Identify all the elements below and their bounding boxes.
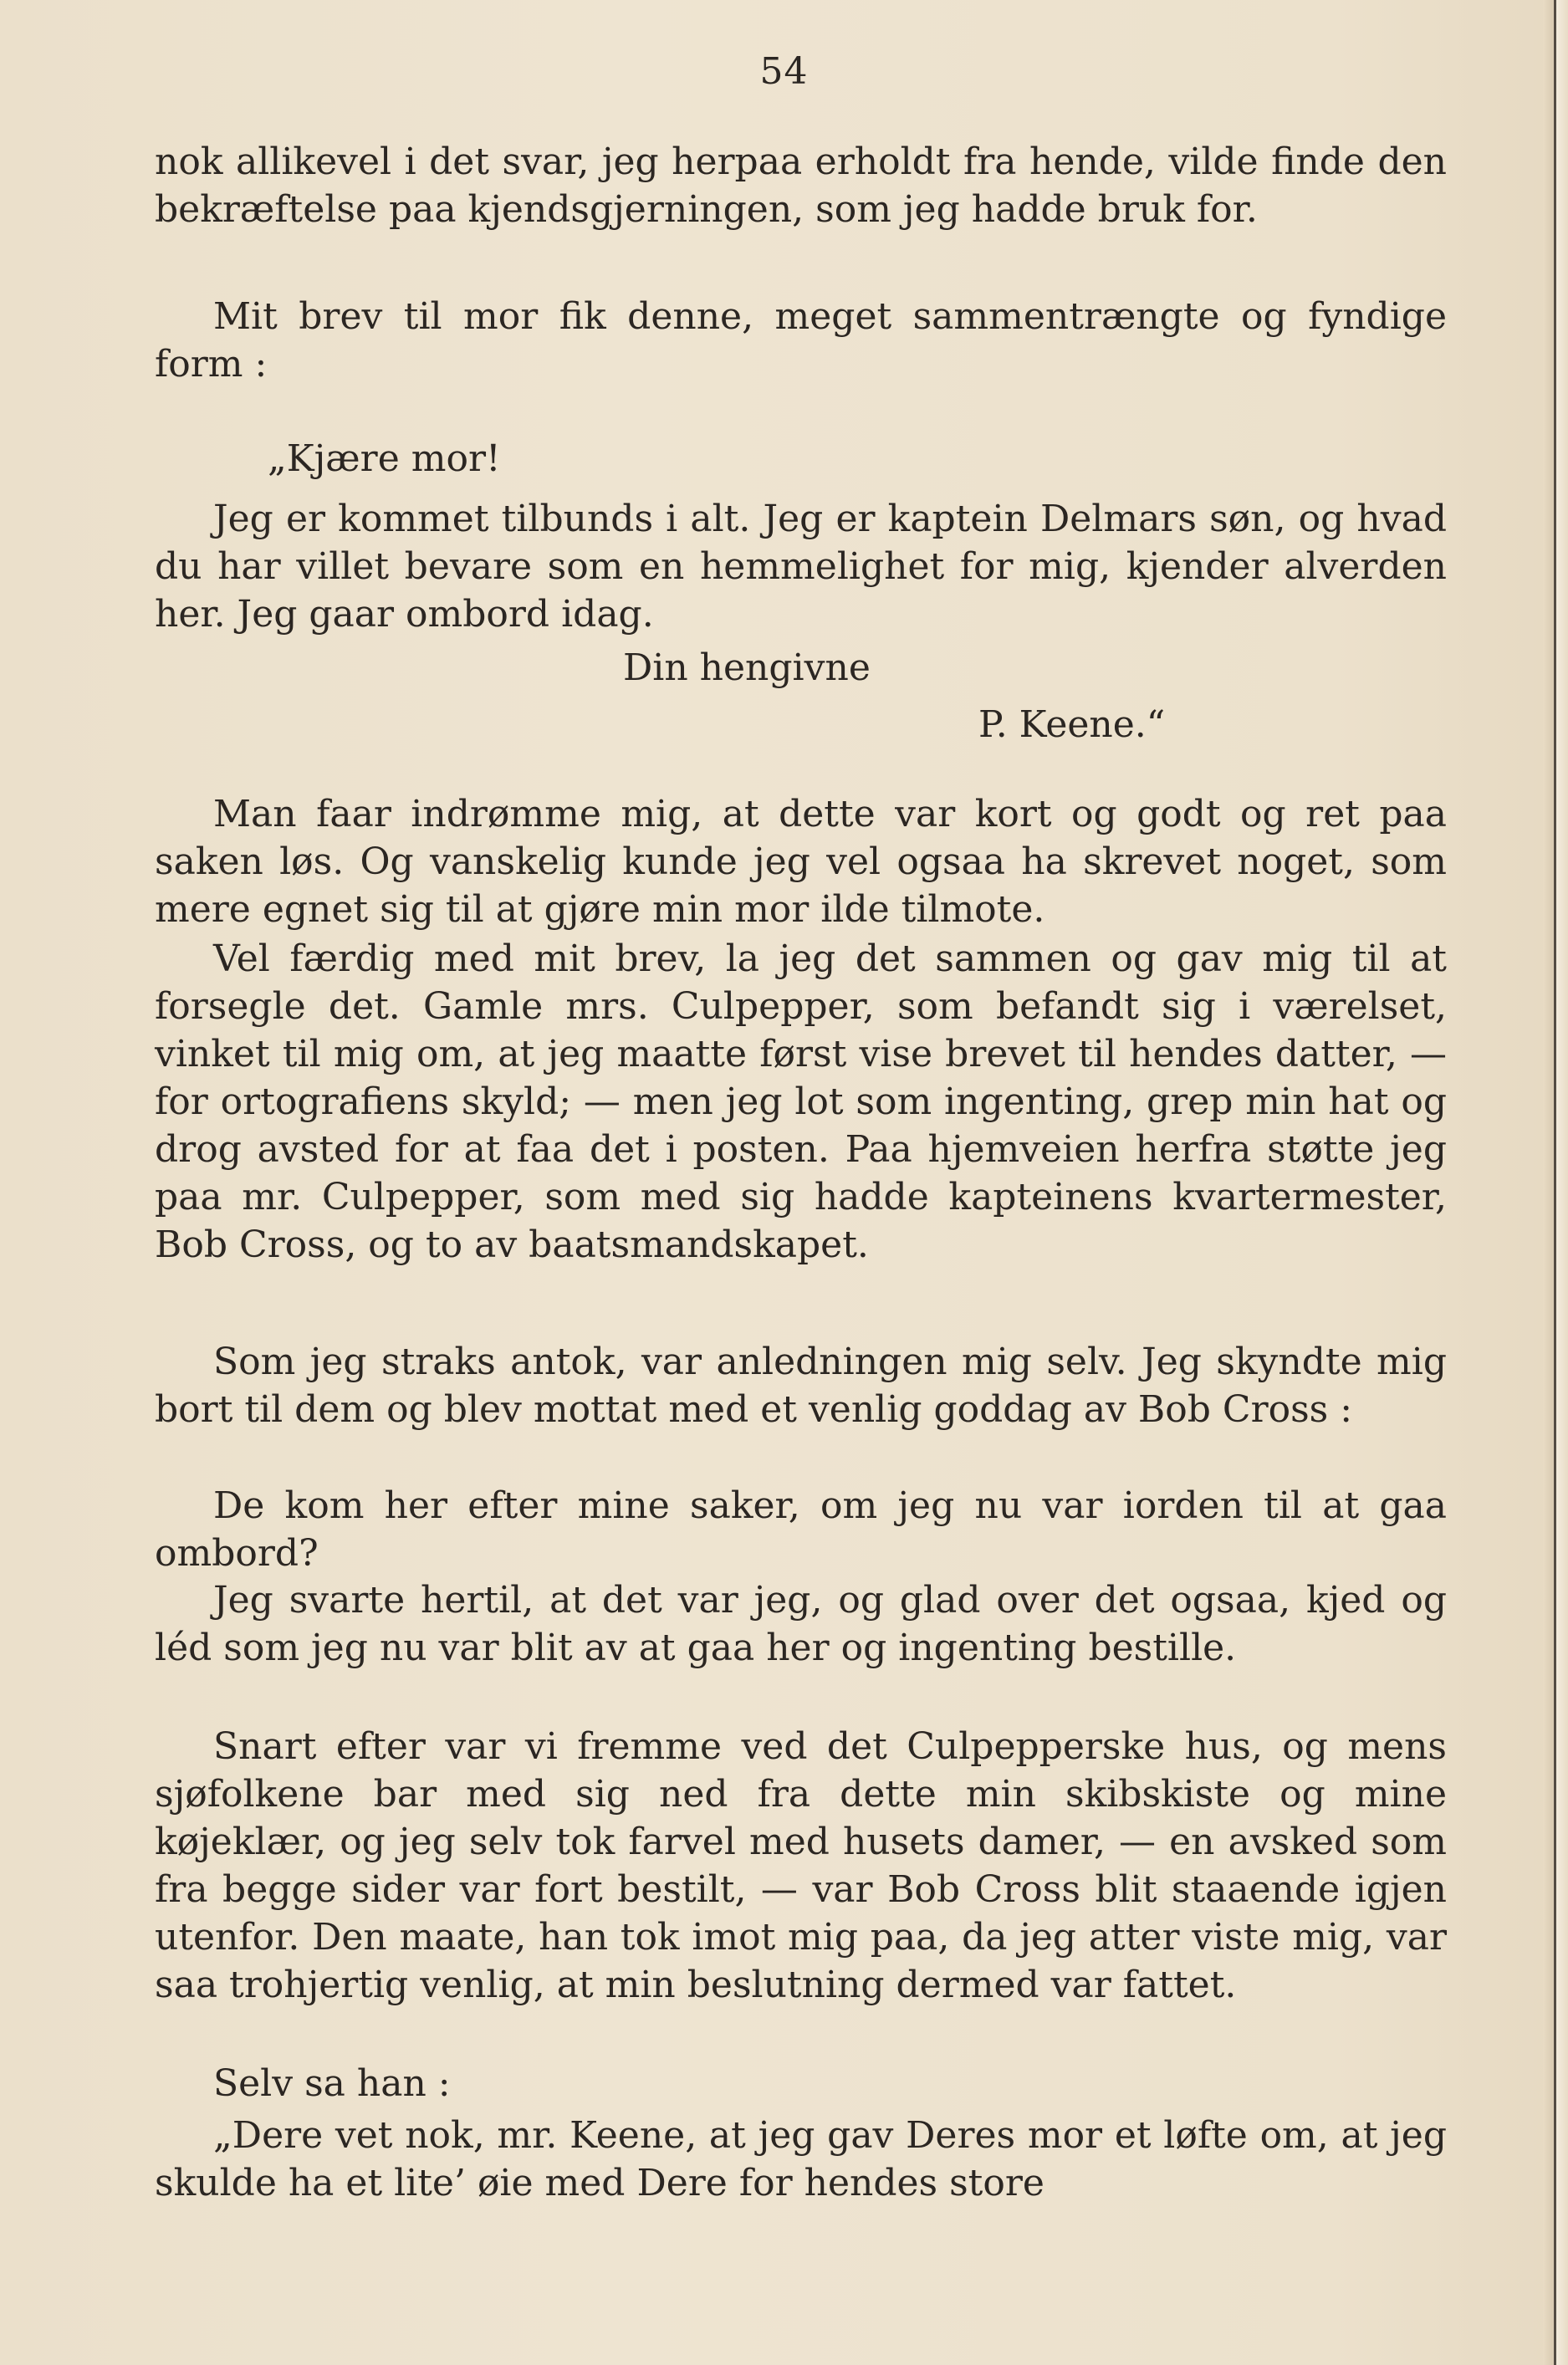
paragraph-5: Som jeg straks antok, var anledningen mig selv. Jeg skyndte mig bort til dem og blev mottat med et venlig goddag av Bob Cross :	[155, 1341, 1447, 1431]
letter-closing: Din hengivne	[623, 646, 871, 689]
paragraph-7: Jeg svarte hertil, at det var jeg, og glad over det ogsaa, kjed og léd som jeg nu var blit av at gaa her og ingenting bestille.	[155, 1579, 1447, 1669]
page-number: 54	[759, 50, 809, 93]
paragraph-9: Selv sa han :	[213, 2062, 451, 2105]
paragraph-6: De kom her efter mine saker, om jeg nu var iorden til at gaa ombord?	[155, 1484, 1447, 1575]
paragraph-10: „Dere vet nok, mr. Keene, at jeg gav Deres mor et løfte om, at jeg skulde ha et lite’ øie med Dere for hendes store	[155, 2114, 1447, 2204]
paragraph-4: Vel færdig med mit brev, la jeg det sammen og gav mig til at forsegle det. Gamle mrs. Culpepper, som befandt sig i værelset, vinket til mig om, at jeg maatte først vise brevet til hendes datter, — for ortografiens skyld; — men jeg lot som ingenting, grep min hat og drog avsted for at faa det i posten. Paa hjemveien herfra støtte jeg paa mr. Culpepper, som med sig hadde kapteinens kvartermester, Bob Cross, og to av baatsmandskapet.	[155, 937, 1447, 1266]
letter-body: Jeg er kommet tilbunds i alt. Jeg er kaptein Delmars søn, og hvad du har villet bevare som en hemmelighet for mig, kjender alverden her. Jeg gaar ombord idag.	[155, 498, 1447, 636]
paragraph-3: Man faar indrømme mig, at dette var kort og godt og ret paa saken løs. Og vanskelig kunde jeg vel ogsaa ha skrevet noget, som mere egnet sig til at gjøre min mor ilde tilmote.	[155, 793, 1447, 931]
paragraph-8: Snart efter var vi fremme ved det Culpepperske hus, og mens sjøfolkene bar med sig ned fra dette min skibskiste og mine køjeklær, og jeg selv tok farvel med husets damer, — en avsked som fra begge sider var fort bestilt, — var Bob Cross blit staaende igjen utenfor. Den maate, han tok imot mig paa, da jeg atter viste mig, var saa trohjertig venlig, at min beslutning dermed var fattet.	[155, 1725, 1447, 2006]
paragraph-1: nok allikevel i det svar, jeg herpaa erholdt fra hende, vilde finde den bekræftelse paa kjendsgjerningen, som jeg hadde bruk for.	[155, 140, 1447, 231]
paragraph-2: Mit brev til mor fik denne, meget sammentrængte og fyndige form :	[155, 295, 1447, 386]
binding-edge	[1554, 0, 1556, 2365]
letter-signature: P. Keene.“	[978, 703, 1166, 746]
letter-salutation: „Kjære mor!	[268, 437, 501, 480]
